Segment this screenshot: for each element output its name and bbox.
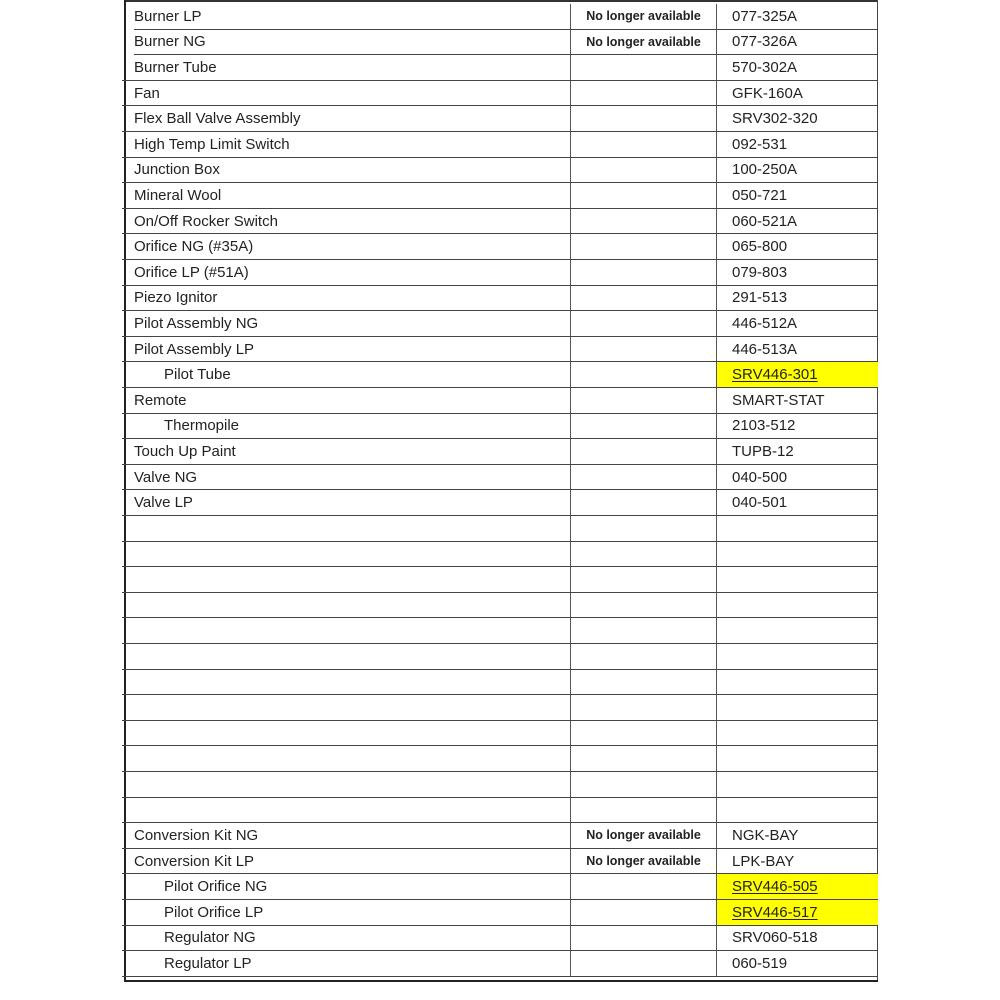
availability-cell [570, 593, 716, 618]
availability-cell [570, 183, 716, 208]
part-name-cell: Junction Box [134, 161, 220, 179]
table-row [122, 234, 878, 260]
availability-cell [570, 798, 716, 823]
table-row [122, 106, 878, 132]
part-name-cell: Fan [134, 84, 160, 102]
part-number-cell: 050-721 [716, 183, 878, 208]
part-name-cell: Pilot Orifice NG [164, 878, 268, 896]
part-name-cell: Piezo Ignitor [134, 289, 218, 307]
part-number-cell [716, 695, 878, 720]
part-name-cell [134, 746, 570, 771]
table-row [122, 81, 878, 107]
table-row [122, 337, 878, 363]
part-name-cell [134, 670, 570, 695]
part-number-cell: SMART-STAT [716, 388, 878, 413]
part-number-cell: 2103-512 [716, 414, 878, 439]
part-name-cell [134, 695, 570, 720]
availability-cell [570, 286, 716, 311]
availability-cell [570, 874, 716, 899]
part-number-cell: 446-512A [716, 311, 878, 336]
part-number-cell [716, 670, 878, 695]
part-name-cell: Mineral Wool [134, 186, 222, 204]
part-number-cell: 079-803 [716, 260, 878, 285]
table-row [122, 362, 878, 388]
availability-cell [570, 490, 716, 515]
table-row [122, 772, 878, 798]
part-name-cell: Orifice NG (#35A) [134, 238, 254, 256]
availability-cell [570, 695, 716, 720]
availability-cell [570, 644, 716, 669]
part-name-cell [134, 772, 570, 797]
availability-cell [570, 158, 716, 183]
availability-cell [570, 260, 716, 285]
table-top-border [124, 0, 878, 2]
availability-cell: No longer available [570, 30, 716, 55]
part-number-cell: 060-519 [716, 951, 878, 976]
availability-cell [570, 132, 716, 157]
table-row [122, 542, 878, 568]
part-name-cell: Valve NG [134, 468, 198, 486]
availability-cell [570, 542, 716, 567]
table-row [122, 618, 878, 644]
part-number-cell [716, 644, 878, 669]
table-row [122, 132, 878, 158]
part-number-cell [716, 746, 878, 771]
table-bottom-border [124, 980, 878, 982]
part-number-cell: NGK-BAY [716, 823, 878, 848]
table-row [122, 926, 878, 952]
part-name-cell [134, 542, 570, 567]
part-name-cell: Pilot Assembly LP [134, 340, 255, 358]
part-name-cell [134, 618, 570, 643]
availability-cell [570, 209, 716, 234]
availability-cell [570, 362, 716, 387]
table-row [122, 388, 878, 414]
part-name-cell: Valve LP [134, 494, 193, 512]
part-number-cell [716, 593, 878, 618]
availability-cell [570, 55, 716, 80]
part-number-cell: SRV302-320 [716, 106, 878, 131]
part-number-cell: 570-302A [716, 55, 878, 80]
table-row [122, 695, 878, 721]
part-name-cell: Touch Up Paint [134, 442, 236, 460]
availability-cell [570, 900, 716, 925]
part-name-cell [134, 567, 570, 592]
table-row [122, 567, 878, 593]
table-row [122, 849, 878, 875]
part-name-cell: Flex Ball Valve Assembly [134, 110, 301, 128]
table-row [122, 900, 878, 926]
part-name-cell [134, 798, 570, 823]
part-number-cell: 291-513 [716, 286, 878, 311]
availability-cell: No longer available [570, 4, 716, 29]
part-name-cell: High Temp Limit Switch [134, 135, 290, 153]
part-number-cell: 060-521A [716, 209, 878, 234]
part-name-cell: Thermopile [164, 417, 240, 435]
availability-cell [570, 721, 716, 746]
part-number-cell: 077-325A [716, 4, 878, 29]
part-number-cell: 065-800 [716, 234, 878, 259]
table-row [134, 30, 878, 56]
part-name-cell: Burner LP [134, 7, 202, 25]
table-row [122, 209, 878, 235]
table-row [122, 823, 878, 849]
part-number-cell: 040-501 [716, 490, 878, 515]
table-row [122, 260, 878, 286]
table-row [122, 798, 878, 824]
availability-cell [570, 746, 716, 771]
table-row [122, 874, 878, 900]
part-number-cell: SRV060-518 [716, 926, 878, 951]
availability-cell [570, 337, 716, 362]
table-row [122, 465, 878, 491]
table-row [122, 721, 878, 747]
part-number-cell: 100-250A [716, 158, 878, 183]
part-number-link[interactable]: SRV446-517 [716, 900, 878, 925]
availability-cell [570, 81, 716, 106]
part-number-cell: 092-531 [716, 132, 878, 157]
table-row [122, 311, 878, 337]
availability-cell [570, 234, 716, 259]
part-name-cell [134, 516, 570, 541]
part-number-cell [716, 567, 878, 592]
availability-cell [570, 670, 716, 695]
availability-cell [570, 951, 716, 976]
part-name-cell: Orifice LP (#51A) [134, 263, 249, 281]
part-name-cell: Regulator LP [164, 954, 252, 972]
availability-cell [570, 567, 716, 592]
availability-cell [570, 926, 716, 951]
part-number-cell [716, 721, 878, 746]
part-number-cell [716, 516, 878, 541]
availability-cell [570, 516, 716, 541]
availability-cell [570, 106, 716, 131]
table-row [122, 183, 878, 209]
part-number-cell: GFK-160A [716, 81, 878, 106]
part-name-cell: Burner NG [134, 33, 206, 51]
table-row [122, 516, 878, 542]
table-row [122, 746, 878, 772]
table-row [122, 439, 878, 465]
part-name-cell: Pilot Assembly NG [134, 314, 259, 332]
table-row [122, 414, 878, 440]
part-name-cell: Conversion Kit LP [134, 852, 255, 870]
table-row [122, 286, 878, 312]
part-number-cell: TUPB-12 [716, 439, 878, 464]
part-number-cell: LPK-BAY [716, 849, 878, 874]
part-name-cell [134, 593, 570, 618]
table-row [122, 158, 878, 184]
part-name-cell: Regulator NG [164, 929, 256, 947]
part-name-cell [134, 644, 570, 669]
availability-cell [570, 414, 716, 439]
part-name-cell: Pilot Tube [164, 366, 231, 384]
part-name-cell [134, 721, 570, 746]
availability-cell [570, 772, 716, 797]
availability-cell [570, 311, 716, 336]
table-row [122, 593, 878, 619]
part-name-cell: Burner Tube [134, 58, 217, 76]
table-row [122, 644, 878, 670]
availability-cell [570, 388, 716, 413]
part-number-cell [716, 798, 878, 823]
table-row [122, 951, 878, 977]
table-row [122, 55, 878, 81]
table-row [122, 490, 878, 516]
table-row [122, 670, 878, 696]
part-number-cell: 077-326A [716, 30, 878, 55]
part-number-link[interactable]: SRV446-505 [716, 874, 878, 899]
part-number-cell [716, 772, 878, 797]
part-number-cell: 040-500 [716, 465, 878, 490]
part-name-cell: On/Off Rocker Switch [134, 212, 278, 230]
availability-cell [570, 439, 716, 464]
availability-cell [570, 618, 716, 643]
part-number-link[interactable]: SRV446-301 [716, 362, 878, 387]
part-number-cell [716, 542, 878, 567]
part-name-cell: Conversion Kit NG [134, 826, 259, 844]
part-number-cell [716, 618, 878, 643]
table-row [134, 4, 878, 30]
part-number-cell: 446-513A [716, 337, 878, 362]
availability-cell: No longer available [570, 849, 716, 874]
availability-cell: No longer available [570, 823, 716, 848]
availability-cell [570, 465, 716, 490]
part-name-cell: Remote [134, 391, 187, 409]
part-name-cell: Pilot Orifice LP [164, 903, 264, 921]
